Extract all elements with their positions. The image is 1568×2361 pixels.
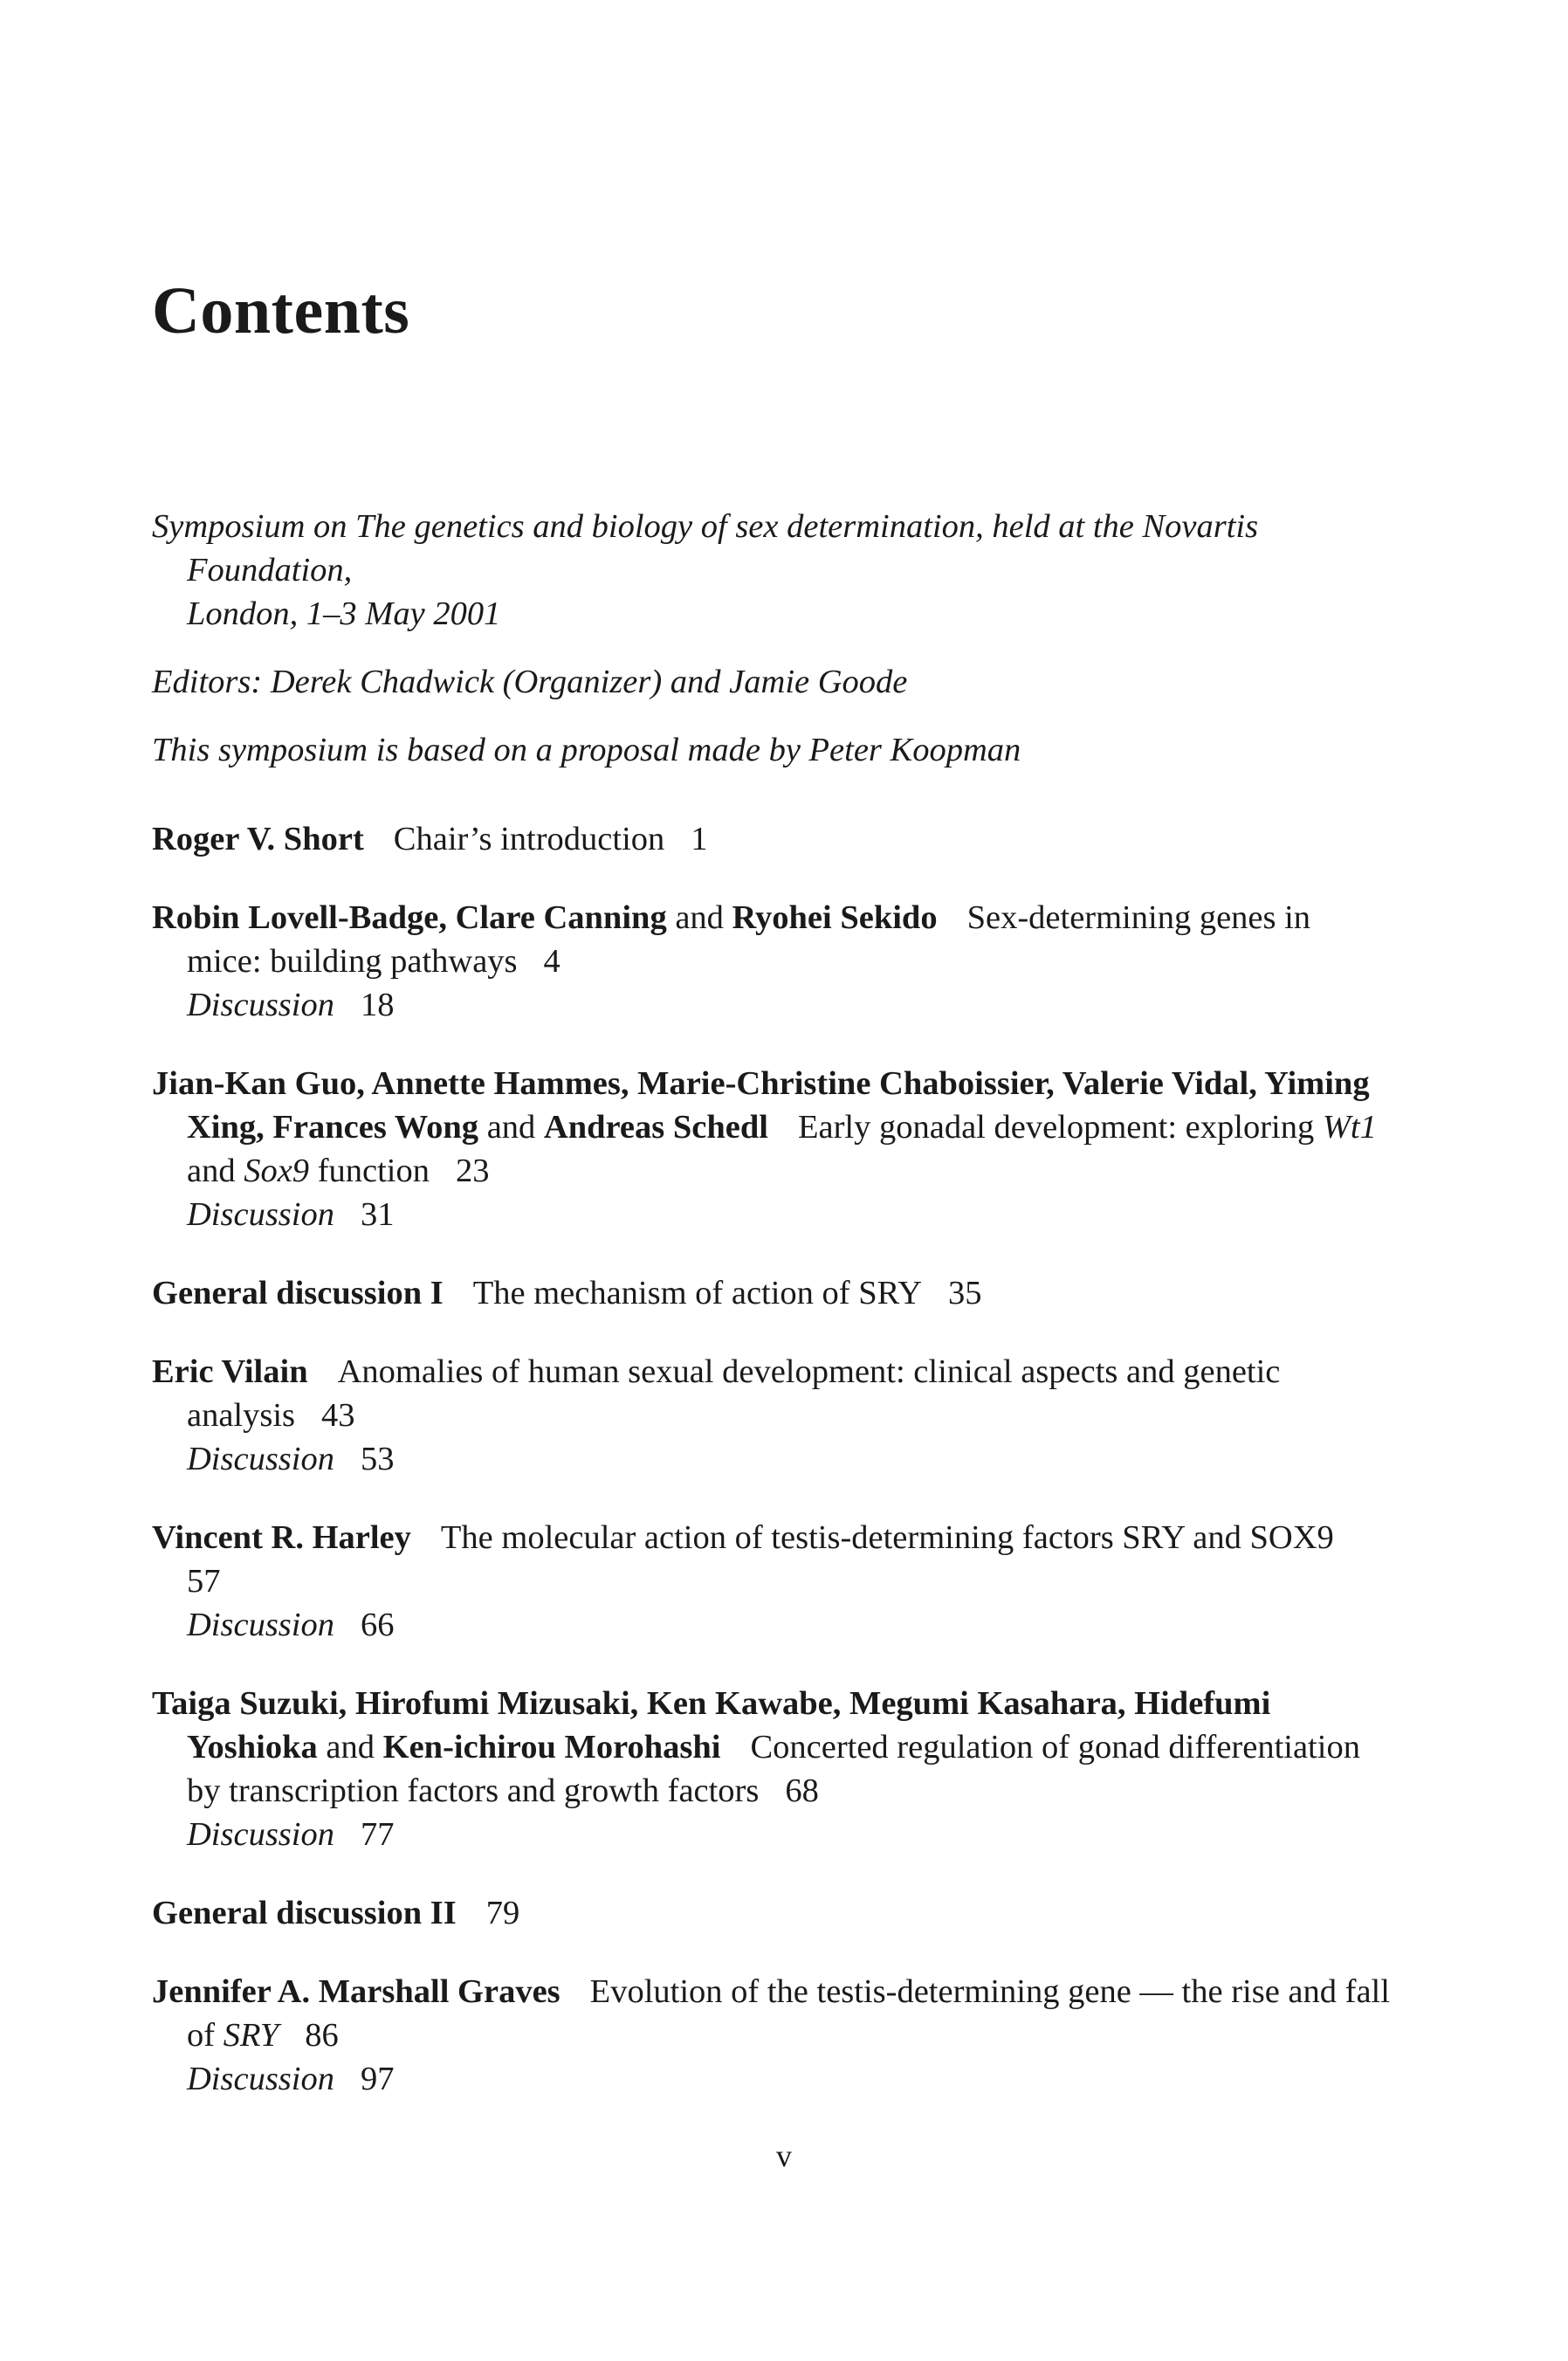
discussion-line [187,1437,1392,1481]
entry-page: 68 [785,1772,819,1809]
discussion-label: Discussion [187,1441,334,1477]
entry-author: Jian-Kan Guo, Annette Hammes, Marie-Christine Chaboissier, Valerie Vidal, Yiming Xing, Frances Wong [152,1065,1370,1146]
title-part: and [187,1153,244,1189]
entry-title: Concerted regulation of gonad differentiation by transcription factors and growth factors [187,1729,1360,1809]
entry-author: Ryohei Sekido [732,899,938,936]
entry-author: Vincent R. Harley [152,1519,411,1556]
discussion-line [187,983,1392,1027]
title-part: Early gonadal development: exploring [797,1109,1323,1146]
toc-entry [152,1350,1392,1481]
entry-page: 43 [321,1397,355,1434]
discussion-page: 97 [360,2061,395,2097]
front-matter [152,505,1392,772]
discussion-page: 18 [360,987,395,1023]
entry-page: 86 [305,2017,339,2054]
entry-page: 4 [543,943,560,980]
entry-author: General discussion I [152,1275,444,1311]
entry-author: Ken-ichirou Morohashi [382,1729,721,1766]
discussion-label: Discussion [187,1816,334,1853]
toc-entry [152,1271,1392,1315]
page-title: Contents [152,274,410,348]
entry-author: Jennifer A. Marshall Graves [152,1973,560,2010]
discussion-page: 77 [360,1816,395,1853]
entry-page: 1 [691,821,708,857]
discussion-label: Discussion [187,1607,334,1643]
author-connector: and [666,899,732,936]
symposium-info [152,505,1392,636]
title-part: function [309,1153,430,1189]
entry-title: The mechanism of action of SRY [472,1275,923,1311]
discussion-label: Discussion [187,1196,334,1233]
discussion-page: 53 [360,1441,395,1477]
entry-page: 35 [948,1275,982,1311]
discussion-line [187,1603,1392,1647]
entry-author: Robin Lovell-Badge, Clare Canning [152,899,667,936]
symposium-line-2: London, 1–3 May 2001 [187,595,501,632]
toc-entry [152,896,1392,1027]
entry-page: 23 [456,1153,490,1189]
proposal-line: This symposium is based on a proposal made by Peter Koopman [152,732,1021,768]
entry-page: 57 [187,1563,221,1600]
entry-title: Anomalies of human sexual development: clinical aspects and genetic analysis [187,1353,1281,1434]
discussion-line [187,1193,1392,1236]
author-connector: and [317,1729,383,1766]
discussion-page: 66 [360,1607,395,1643]
gene-name: SRY [223,2017,279,2054]
entry-author: Eric Vilain [152,1353,308,1390]
toc-entry [152,1970,1392,2101]
author-connector: and [478,1109,544,1146]
toc-entry [152,1682,1392,1856]
toc-entry [152,817,1392,861]
discussion-label: Discussion [187,2061,334,2097]
entry-author: Andreas Schedl [543,1109,768,1146]
entry-author: Taiga Suzuki, Hirofumi Mizusaki, Ken Kawabe, Megumi Kasahara, Hidefumi Yoshioka [152,1685,1271,1766]
entry-author: Roger V. Short [152,821,364,857]
discussion-line [187,2057,1392,2101]
toc-entry [152,1516,1392,1647]
gene-name: Wt1 [1322,1109,1377,1146]
page-number: v [776,2138,792,2173]
toc-entry [152,1062,1392,1236]
title-part: Evolution of the testis-determining gene — the rise and fall of [187,1973,1390,2054]
symposium-line-1: Symposium on The genetics and biology of sex determination, held at the Novartis Foundation, [152,508,1259,589]
editors-line: Editors: Derek Chadwick (Organizer) and Jamie Goode [152,664,908,700]
entry-title: Chair’s introduction [393,821,665,857]
discussion-label: Discussion [187,987,334,1023]
discussion-line [187,1813,1392,1856]
entry-page: 79 [485,1895,520,1931]
entry-title: Sex-determining genes in mice: building pathways [187,899,1311,980]
gene-name: Sox9 [244,1153,310,1189]
discussion-page: 31 [360,1196,395,1233]
toc-entry [152,1891,1392,1935]
contents-body [152,505,1392,2101]
entry-title: The molecular action of testis-determining factors SRY and SOX9 [440,1519,1334,1556]
entry-author: General discussion II [152,1895,457,1931]
